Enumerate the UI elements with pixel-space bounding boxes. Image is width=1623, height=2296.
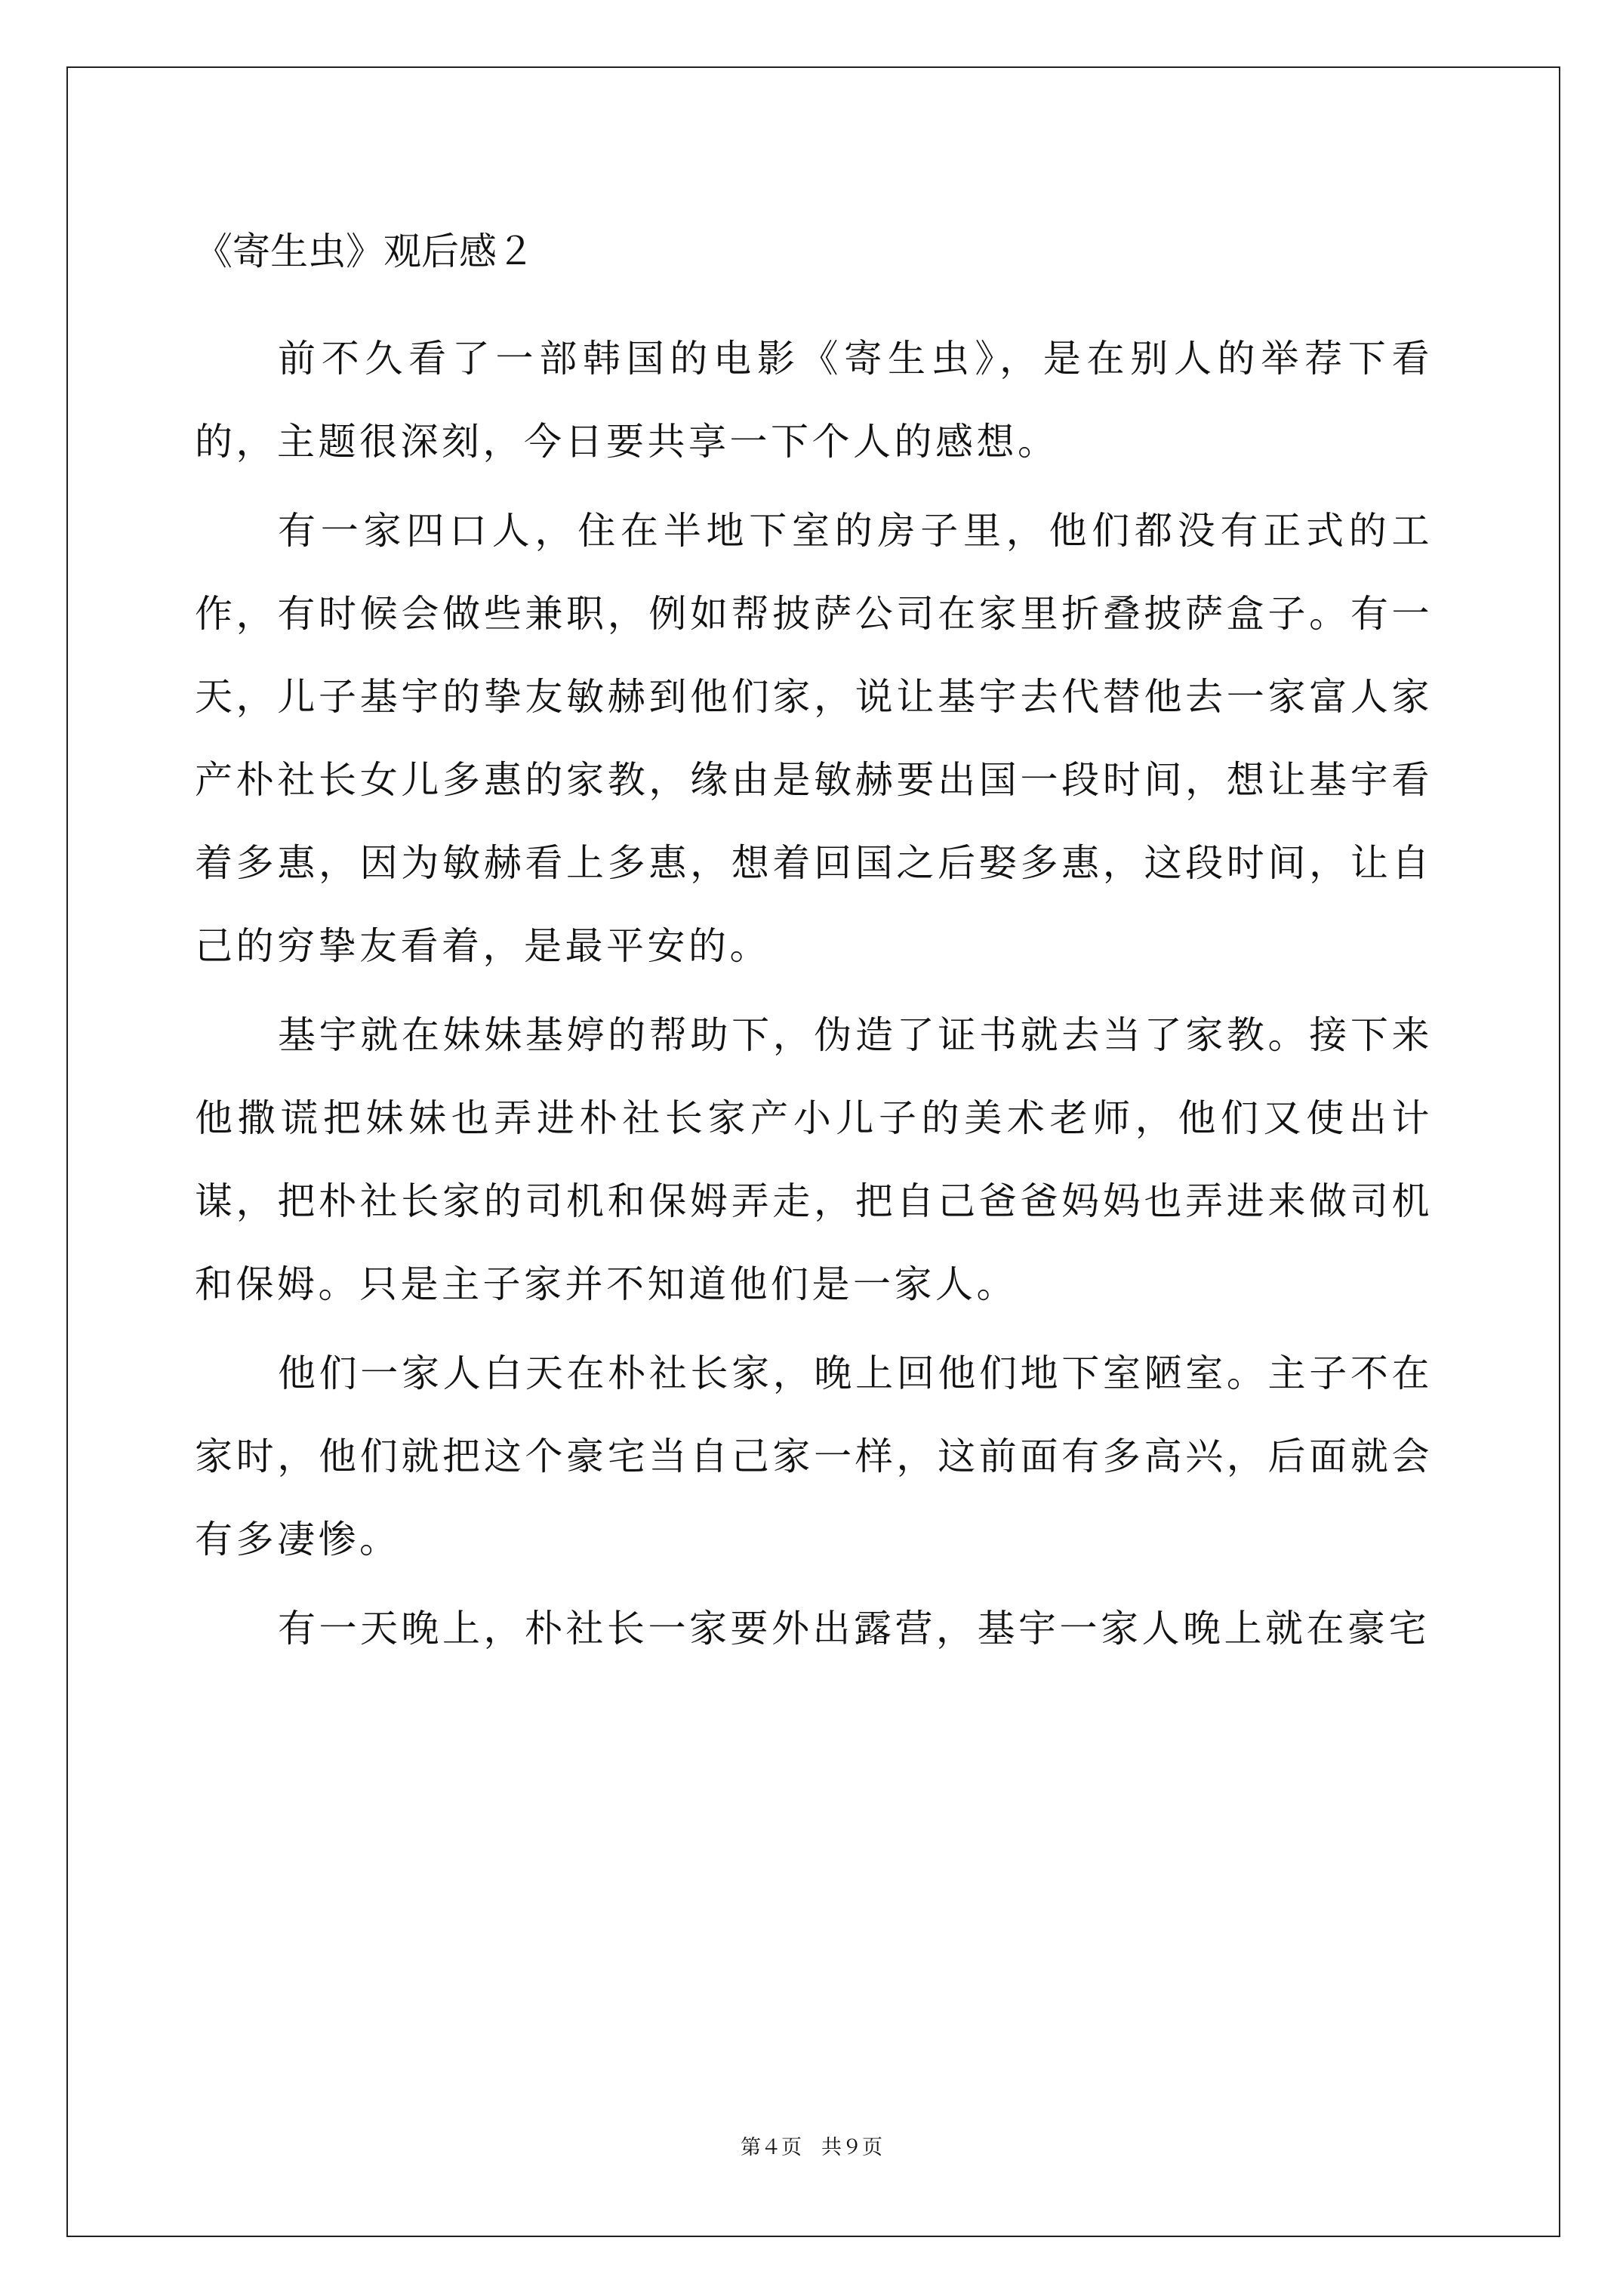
paragraph-3: 基宇就在妹妹基婷的帮助下，伪造了证书就去当了家教。接下来他撒谎把妹妹也弄进朴社长家产小儿子的美术老师，他们又使出计谋，把朴社长家的司机和保姆弄走，把自己爸爸妈妈也弄进来做司机和保姆。只是主子家并不知道他们是一家人。 bbox=[195, 1013, 1433, 1306]
paragraph-2: 有一家四口人，住在半地下室的房子里，他们都没有正式的工作，有时候会做些兼职，例如帮披萨公司在家里折叠披萨盒子。有一天，儿子基宇的挚友敏赫到他们家，说让基宇去代替他去一家富人家产朴社长女儿多惠的家教，缘由是敏赫要出国一段时间，想让基宇看着多惠，因为敏赫看上多惠，想着回国之后娶多惠，这段时间，让自己的穷挚友看着，是最平安的。 bbox=[195, 509, 1433, 968]
page-number-current: 第４页 bbox=[741, 2136, 802, 2159]
page-footer bbox=[0, 2134, 1623, 2162]
paragraph-4: 他们一家人白天在朴社长家，晚上回他们地下室陋室。主子不在家时，他们就把这个豪宅当自己家一样，这前面有多高兴，后面就会有多凄惨。 bbox=[195, 1351, 1433, 1561]
paragraph-1: 前不久看了一部韩国的电影《寄生虫》，是在别人的举荐下看的，主题很深刻，今日要共享一下个人的感想。 bbox=[195, 337, 1433, 464]
paragraph-5: 有一天晚上，朴社长一家要外出露营，基宇一家人晚上就在豪宅 bbox=[278, 1607, 1430, 1650]
page-number-total: 共９页 bbox=[821, 2136, 882, 2159]
document-title: 《寄生虫》观后感２ bbox=[195, 230, 534, 273]
document-body bbox=[195, 317, 1433, 1676]
